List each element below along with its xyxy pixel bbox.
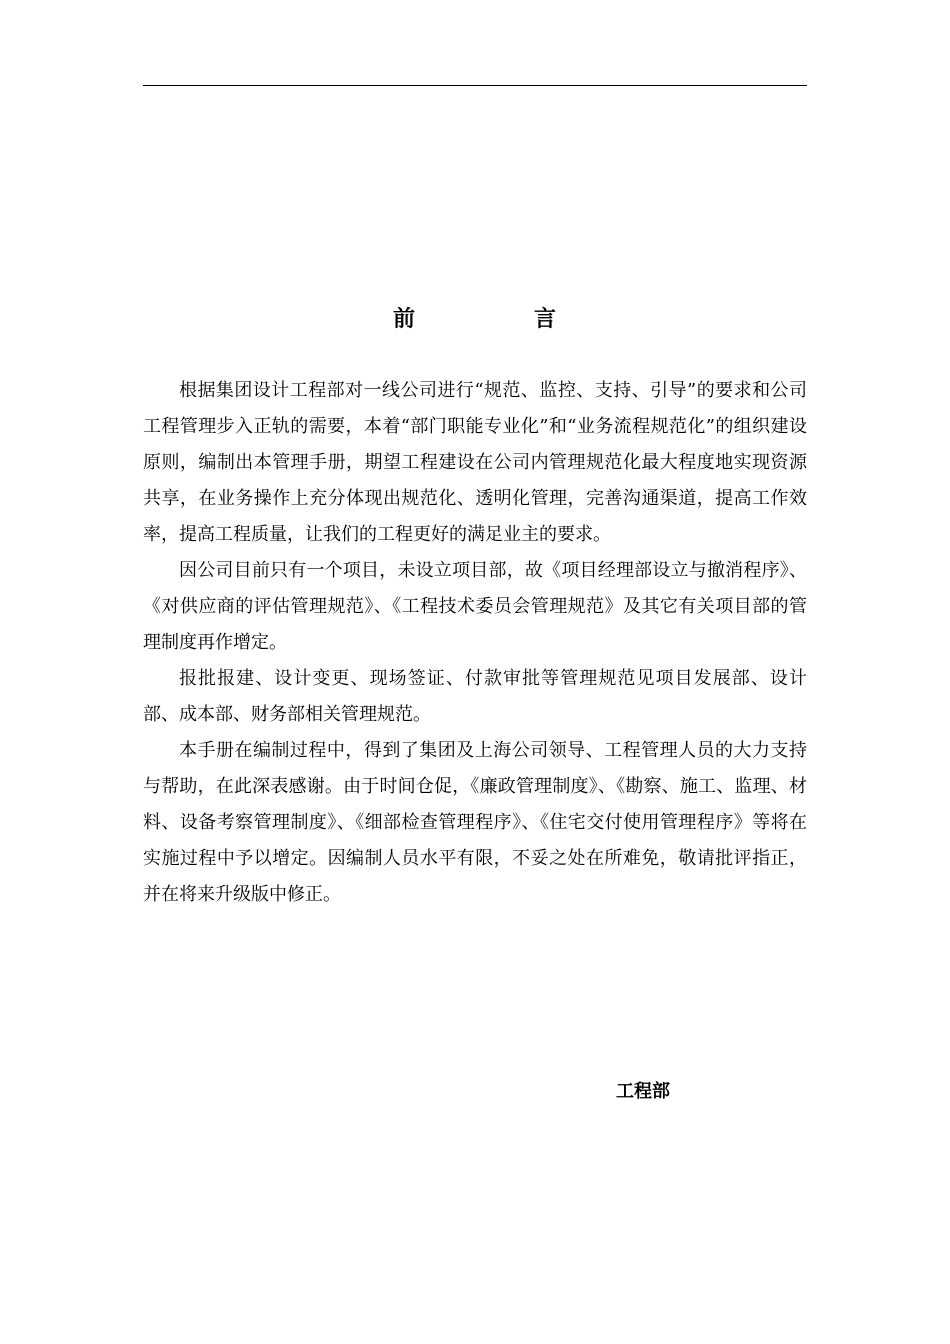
paragraph-4: 本手册在编制过程中，得到了集团及上海公司领导、工程管理人员的大力支持与帮助，在此深表感谢。由于时间仓促，《廉政管理制度》、《勘察、施工、监理、材料、设备考察管理制度》、《细部检查管理程序》、《住宅交付使用管理程序》等将在实施过程中予以增定。因编制人员水平有限，不妥之处在所难免，敬请批评指正，并在将来升级版中修正。 xyxy=(143,740,807,905)
paragraph-3: 报批报建、设计变更、现场签证、付款审批等管理规范见项目发展部、设计部、成本部、财务部相关管理规范。 xyxy=(143,668,807,725)
signature: 工程部 xyxy=(616,1081,670,1102)
page-title xyxy=(143,302,807,338)
preface-body xyxy=(143,373,807,913)
paragraph-2: 因公司目前只有一个项目，未设立项目部，故《项目经理部设立与撤消程序》、《对供应商的评估管理规范》、《工程技术委员会管理规范》及其它有关项目部的管理制度再作增定。 xyxy=(143,560,807,653)
paragraph-1: 根据集团设计工程部对一线公司进行“规范、监控、支持、引导”的要求和公司工程管理步入正轨的需要，本着“部门职能专业化”和“业务流程规范化”的组织建设原则，编制出本管理手册，期望工程建设在公司内管理规范化最大程度地实现资源共享，在业务操作上充分体现出规范化、透明化管理，完善沟通渠道，提高工作效率，提高工程质量，让我们的工程更好的满足业主的要求。 xyxy=(143,380,807,545)
title-char-1: 前 xyxy=(393,307,416,332)
header-rule xyxy=(143,85,807,86)
title-char-2: 言 xyxy=(534,307,557,332)
